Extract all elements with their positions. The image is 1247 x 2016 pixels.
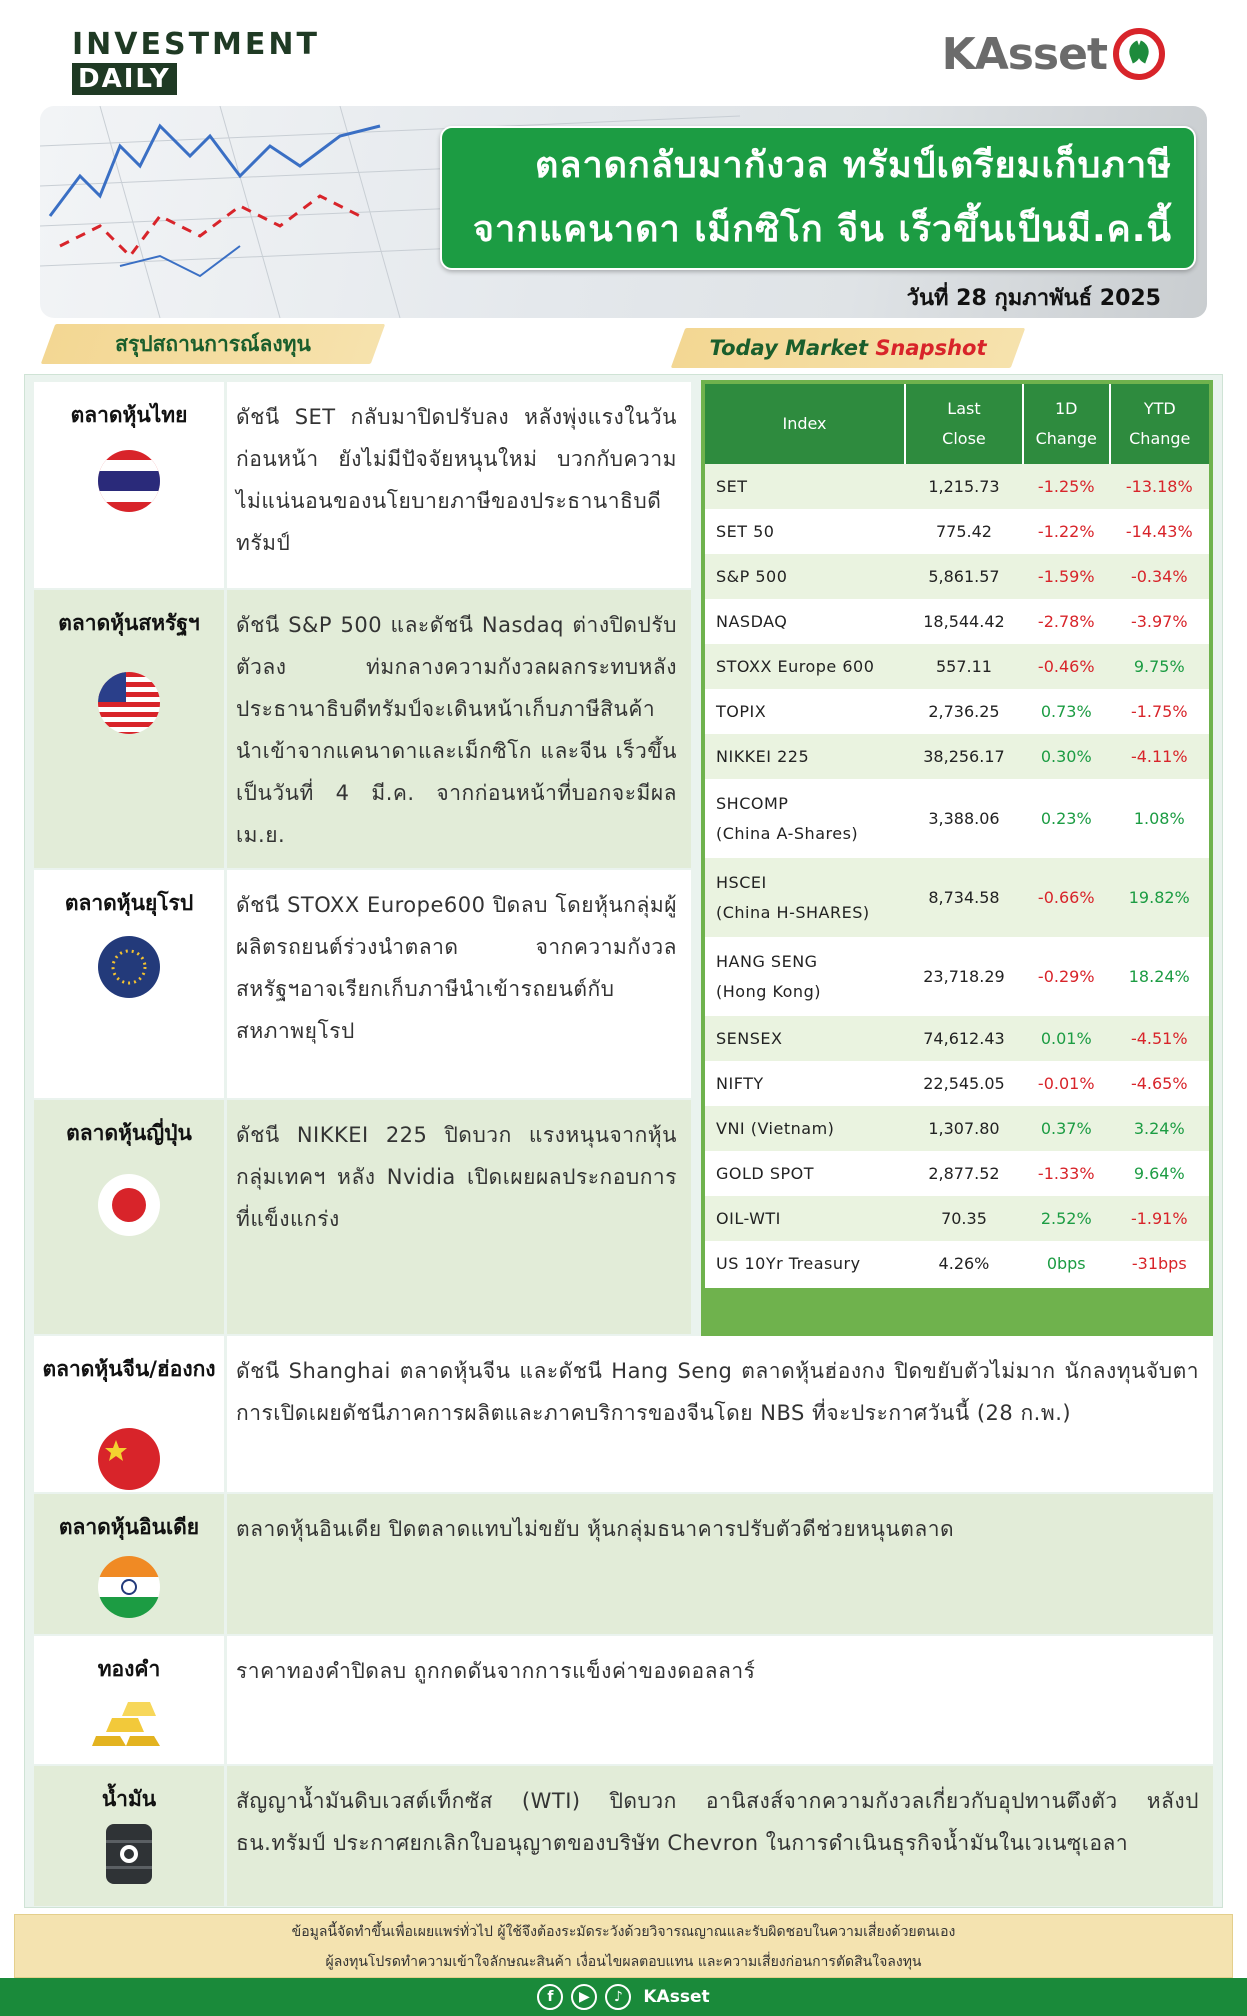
index-name [705,937,905,1016]
index-sublabel: (China H-SHARES) [716,902,870,922]
col-last-close [905,384,1023,464]
change-ytd-value: 18.24% [1128,967,1190,986]
change-ytd-value: 3.24% [1110,1106,1209,1151]
col-last-close-l1: Last [947,399,981,418]
index-name [705,599,905,644]
last-close-value: 74,612.43 [905,1016,1023,1061]
market-name: ทองคำ [97,1657,161,1681]
change-1d-value: -1.22% [1037,522,1095,541]
youtube-icon[interactable]: ▶ [571,1984,597,2010]
investment-daily-logo [72,28,320,95]
index-name [705,464,905,509]
snapshot-heading-b: Snapshot [875,336,987,360]
index-name [705,644,905,689]
market-name: ตลาดหุ้นญี่ปุ่น [66,1121,192,1145]
china-flag-icon [98,1428,160,1490]
change-ytd-value: -13.18% [1110,464,1209,509]
social-name: KAsset [643,1987,710,2007]
index-label: HANG SENG [716,951,818,971]
last-close-value: 8,734.58 [905,858,1023,937]
market-name: น้ำมัน [101,1787,157,1811]
index-name [705,1151,905,1196]
change-ytd-value: -31bps [1131,1254,1187,1273]
logo-line2: DAILY [72,63,177,95]
index-name [705,554,905,599]
index-name [705,1106,905,1151]
table-row [705,554,1209,599]
market-text: ดัชนี SET กลับมาปิดปรับลง หลังพุ่งแรงในวันก่อนหน้า ยังไม่มีปัจจัยหนุนใหม่ บวกกับความไม่แน่นอนของนโยบายภาษีของประธานาธิบดีทรัมป์ [236,405,677,555]
table-row [705,689,1209,734]
index-name [705,1061,905,1106]
change-1d-value: 0.30% [1023,734,1110,779]
change-1d-value: 0.37% [1023,1106,1110,1151]
change-1d-value: 0.73% [1040,702,1092,721]
snapshot-heading-a: Today Market [709,336,876,360]
change-1d-value: -2.78% [1037,612,1095,631]
last-close-value: 4.26% [938,1254,990,1273]
market-row-india [34,1494,1213,1634]
table-row [705,464,1209,509]
change-ytd-value: 9.64% [1133,1164,1185,1183]
last-close-value: 22,545.05 [923,1074,1005,1093]
brand-name: KAsset [941,28,1107,80]
gold-bars-icon [92,1692,168,1748]
change-1d-value: -0.29% [1037,967,1095,986]
change-ytd-value: -1.75% [1130,702,1188,721]
col-ytd-l2: Change [1129,429,1191,448]
oil-barrel-icon [104,1822,154,1886]
change-ytd-value: -14.43% [1125,522,1193,541]
last-close-value: 38,256.17 [905,734,1023,779]
change-1d-value: 0.23% [1040,809,1092,828]
table-row [705,937,1209,1016]
usa-flag-icon [98,672,160,734]
summary-heading: สรุปสถานการณ์ลงทุน [115,332,311,356]
facebook-icon[interactable]: f [537,1984,563,2010]
change-ytd-value: 19.82% [1110,858,1209,937]
social-bar [0,1978,1247,2016]
market-text: ดัชนี NIKKEI 225 ปิดบวก แรงหนุนจากหุ้นกลุ่มเทคฯ หลัง Nvidia เปิดเผยผลประกอบการที่แข็งแกร่ง [236,1123,677,1231]
market-row-gold [34,1636,1213,1764]
table-footer-bar [705,1288,1209,1332]
thailand-flag-icon [98,450,160,512]
table-row [705,644,1209,689]
index-label: VNI (Vietnam) [716,1118,835,1138]
table-row [705,1016,1209,1061]
index-name [705,689,905,734]
last-close-value: 18,544.42 [923,612,1005,631]
last-close-value: 775.42 [935,522,992,541]
index-label: US 10Yr Treasury [716,1253,861,1273]
index-label: S&P 500 [716,566,788,586]
market-text: ราคาทองคำปิดลบ ถูกกดดันจากการแข็งค่าของดอลลาร์ [236,1659,756,1683]
table-row [705,509,1209,554]
market-name: ตลาดหุ้นอินเดีย [58,1515,200,1539]
market-row-oil [34,1766,1213,1906]
index-sublabel: (China A-Shares) [716,823,859,843]
table-header-row [705,384,1209,464]
disclaimer [14,1914,1233,1978]
change-ytd-value: -4.11% [1110,734,1209,779]
col-last-close-l2: Close [942,429,986,448]
index-label: STOXX Europe 600 [716,656,875,676]
headline-box [440,126,1196,270]
index-name [705,1196,905,1241]
summary-ribbon [41,324,386,364]
market-text: ดัชนี S&P 500 และดัชนี Nasdaq ต่างปิดปรับตัวลง ท่มกลางความกังวลผลกระทบหลังประธานาธิบดีทรัมป์จะเดินหน้าเก็บภาษีสินค้านำเข้าจากแคนาดาและเม็กซิโก และจีน เร็วขึ้นเป็นวันที่ 4 มี.ค. จากก่อนหน้าที่บอกจะมีผลเม.ย. [236,613,677,847]
change-1d-value: -0.01% [1037,1074,1095,1093]
index-label: SHCOMP [716,793,789,813]
col-1d-change [1023,384,1110,464]
change-1d-value: 0bps [1046,1254,1086,1273]
change-ytd-value: 9.75% [1110,644,1209,689]
table-row [705,1061,1209,1106]
disclaimer-line1: ข้อมูลนี้จัดทำขึ้นเพื่อเผยแพร่ทั่วไป ผู้ใช้จึงต้องระมัดระวังด้วยวิจารณญาณและรับผิดชอบในความเสี่ยงด้วยตนเอง [291,1924,956,1940]
market-text: สัญญาน้ำมันดิบเวสต์เท็กซัส (WTI) ปิดบวก อานิสงส์จากความกังวลเกี่ยวกับอุปทานตึงตัว หลังปธน.ทรัมป์ ประกาศยกเลิกใบอนุญาตของบริษัท Chevron ในการดำเนินธุรกิจน้ำมันในเวเนซุเอลา [236,1789,1199,1855]
market-text: ดัชนี STOXX Europe600 ปิดลบ โดยหุ้นกลุ่มผู้ผลิตรถยนต์ร่วงนำตลาด จากความกังวล สหรัฐฯอาจเรียกเก็บภาษีนำเข้ารถยนต์กับสหภาพยุโรป [236,893,677,1043]
market-row-usa [34,590,691,868]
report-date: วันที่ 28 กุมภาพันธ์ 2025 [906,286,1161,311]
market-name: ตลาดหุ้นยุโรป [64,891,194,915]
kasset-logo [942,28,1165,80]
change-ytd-value: -4.51% [1110,1016,1209,1061]
last-close-value: 70.35 [905,1196,1023,1241]
market-row-china [34,1336,1213,1492]
disclaimer-line2: ผู้ลงทุนโปรดทำความเข้าใจลักษณะสินค้า เงื่อนไขผลตอบแทน และความเสี่ยงก่อนการตัดสินใจลงทุน [325,1954,922,1970]
change-ytd-value: -4.65% [1130,1074,1188,1093]
logo-line1: INVESTMENT [72,27,320,62]
col-ytd-l1: YTD [1143,399,1176,418]
change-1d-value: -1.59% [1023,554,1110,599]
change-1d-value: -0.46% [1023,644,1110,689]
change-1d-value: 0.01% [1023,1016,1110,1061]
market-snapshot-table [701,380,1213,1336]
last-close-value: 1,307.80 [905,1106,1023,1151]
headline-line2: จากแคนาดา เม็กซิโก จีน เร็วขึ้นเป็นมี.ค.นี้ [472,209,1172,250]
change-ytd-value: -0.34% [1110,554,1209,599]
index-label: NASDAQ [716,611,788,631]
index-label: OIL-WTI [716,1208,781,1228]
index-name [705,858,905,937]
market-name: ตลาดหุ้นจีน/ฮ่องกง [42,1357,216,1381]
last-close-value: 2,736.25 [928,702,1000,721]
tiktok-icon[interactable]: ♪ [605,1984,631,2010]
market-row-thailand [34,382,691,588]
table-row [705,779,1209,858]
col-ytd-change [1110,384,1209,464]
last-close-value: 3,388.06 [928,809,1000,828]
index-label: SET [716,476,748,496]
table-row [705,1151,1209,1196]
table-row [705,858,1209,937]
last-close-value: 5,861.57 [905,554,1023,599]
change-1d-value: -1.25% [1023,464,1110,509]
india-flag-icon [98,1556,160,1618]
col-1d-l1: 1D [1054,399,1078,418]
market-row-europe [34,870,691,1098]
change-ytd-value: -1.91% [1110,1196,1209,1241]
index-label: SENSEX [716,1028,783,1048]
table-row [705,1196,1209,1241]
snapshot-ribbon [671,328,1026,368]
market-row-japan [34,1100,691,1334]
market-text: ดัชนี Shanghai ตลาดหุ้นจีน และดัชนี Hang Seng ตลาดหุ้นฮ่องกง ปิดขยับตัวไม่มาก นักลงทุนจับตาการเปิดเผยดัชนีภาคการผลิตและภาคบริการของจีนโดย NBS ที่จะประกาศวันนี้ (28 ก.พ.) [236,1359,1199,1425]
change-1d-value: -1.33% [1037,1164,1095,1183]
last-close-value: 2,877.52 [928,1164,1000,1183]
change-1d-value: 2.52% [1023,1196,1110,1241]
index-label: TOPIX [716,701,767,721]
headline-line1: ตลาดกลับมากังวล ทรัมป์เตรียมเก็บภาษี [535,145,1172,186]
japan-flag-icon [98,1174,160,1236]
index-name [705,509,905,554]
change-ytd-value: 1.08% [1133,809,1185,828]
eu-flag-icon [98,936,160,998]
index-label: NIFTY [716,1073,764,1093]
index-sublabel: (Hong Kong) [716,981,821,1001]
table-row [705,1241,1209,1286]
change-1d-value: -0.66% [1023,858,1110,937]
kasset-leaf-icon [1113,28,1165,80]
table-row [705,734,1209,779]
last-close-value: 557.11 [905,644,1023,689]
snapshot-heading [678,328,1018,368]
col-1d-l2: Change [1035,429,1097,448]
index-name [705,734,905,779]
index-label: SET 50 [716,521,775,541]
index-label: NIKKEI 225 [716,746,810,766]
market-name: ตลาดหุ้นสหรัฐฯ [58,611,200,635]
table-row [705,1106,1209,1151]
market-text: ตลาดหุ้นอินเดีย ปิดตลาดแทบไม่ขยับ หุ้นกลุ่มธนาคารปรับตัวดีช่วยหนุนตลาด [236,1517,955,1541]
index-name [705,779,905,858]
table-row [705,599,1209,644]
change-ytd-value: -3.97% [1130,612,1188,631]
index-name [705,1016,905,1061]
index-name [705,1241,905,1286]
col-index: Index [705,384,905,464]
index-label: HSCEI [716,872,767,892]
index-label: GOLD SPOT [716,1163,814,1183]
last-close-value: 23,718.29 [923,967,1005,986]
last-close-value: 1,215.73 [905,464,1023,509]
market-name: ตลาดหุ้นไทย [70,403,188,427]
